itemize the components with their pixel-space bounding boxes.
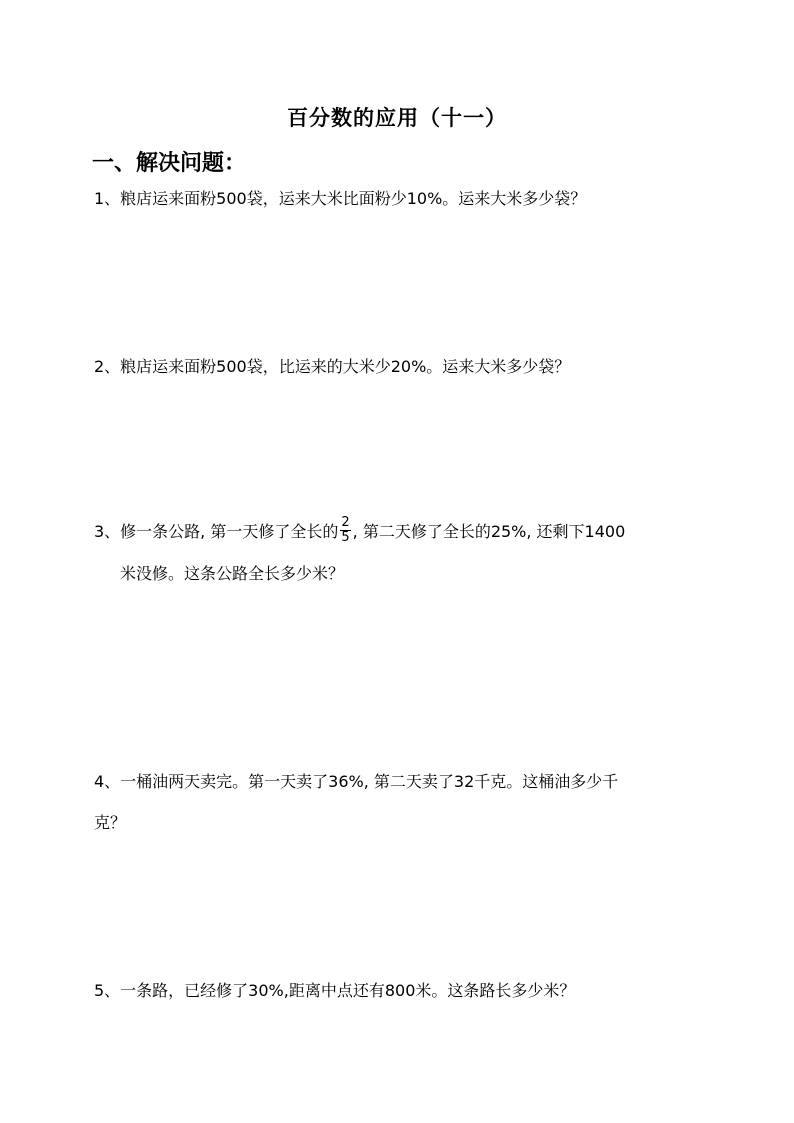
- question-3-line2: 米没修。这条公路全长多少米？: [120, 564, 345, 583]
- question-3-part2: , 第二天修了全长的25%, 还剩下1400: [352, 522, 626, 541]
- fraction-numerator: 2: [341, 515, 350, 530]
- fraction: [340, 516, 350, 545]
- question-2: 2、粮店运来面粉500袋，比运来的大米少20%。运来大米多少袋？: [94, 357, 571, 376]
- question-3-part1: 3、修一条公路, 第一天修了全长的: [94, 522, 339, 541]
- page-title: 百分数的应用（十一）: [287, 106, 507, 130]
- question-1: 1、粮店运来面粉500袋，运来大米比面粉少10%。运来大米多少袋？: [94, 189, 587, 208]
- fraction-denominator: 5: [341, 530, 350, 545]
- question-5: 5、一条路，已经修了30%,距离中点还有800米。这条路长多少米？: [94, 981, 576, 1000]
- question-3: [94, 515, 626, 547]
- question-4-line1: 4、一桶油两天卖完。第一天卖了36%, 第二天卖了32千克。这桶油多少千: [94, 772, 619, 791]
- question-4-line2: 克？: [94, 813, 127, 832]
- section-heading: 一、解决问题：: [92, 151, 247, 176]
